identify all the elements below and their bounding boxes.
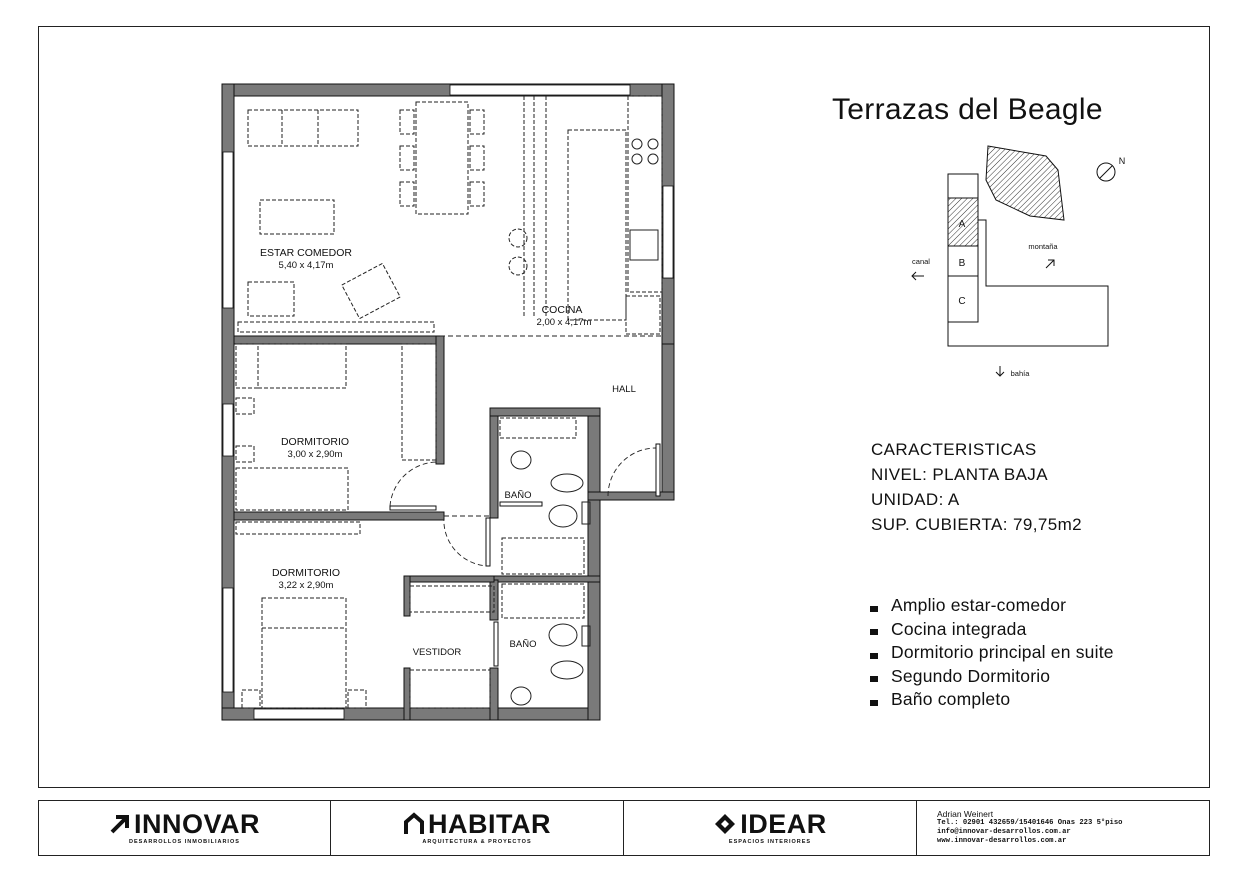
wall-bath-right xyxy=(588,408,600,720)
contact-email: info@innovar-desarrollos.com.ar xyxy=(937,828,1071,836)
room-label-bano-2: BAÑO xyxy=(509,639,537,650)
spec-unidad: UNIDAD: A xyxy=(871,490,960,509)
specs-heading: CARACTERISTICAS xyxy=(871,440,1037,459)
site-unit-b: B xyxy=(958,258,966,269)
wall-living-bed xyxy=(234,336,440,344)
site-label-montana: montaña xyxy=(1028,242,1058,251)
room-size-cocina: 2,00 x 4,17m xyxy=(536,317,592,328)
site-label-bahia: bahía xyxy=(1010,369,1030,378)
room-label-cocina: COCINA xyxy=(541,304,583,316)
wall-vest-left xyxy=(404,576,410,616)
logo-idear: IDEAR ESPACIOS INTERIORES xyxy=(624,801,917,855)
contact-name: Adrian Weinert xyxy=(937,809,994,819)
wall-vest-top xyxy=(404,576,494,582)
site-label-canal: canal xyxy=(912,257,930,266)
list-item: Amplio estar-comedor xyxy=(870,594,1114,618)
bullet-icon xyxy=(870,700,878,706)
bullet-icon xyxy=(870,606,878,612)
wall-vest-bottom xyxy=(404,668,410,720)
wall-kitchen-post xyxy=(662,278,674,344)
logo-habitar: HABITAR ARQUITECTURA & PROYECTOS xyxy=(331,801,624,855)
bullet-icon xyxy=(870,676,878,682)
north-label: N xyxy=(1118,156,1126,166)
site-unit-a: A xyxy=(958,219,966,230)
contact-web: www.innovar-desarrollos.com.ar xyxy=(937,837,1067,845)
room-size-dormitorio-1: 3,00 x 2,90m xyxy=(287,449,343,460)
features-list xyxy=(870,594,1114,712)
project-title: Terrazas del Beagle xyxy=(832,93,1103,126)
site-unit-c: C xyxy=(958,296,966,307)
wall-bath-mid xyxy=(490,576,600,582)
arrow-logo-icon xyxy=(109,813,131,835)
contact-block xyxy=(917,801,1209,855)
room-label-estar: ESTAR COMEDOR xyxy=(260,247,352,259)
bullet-icon xyxy=(870,653,878,659)
specs-block xyxy=(871,437,1082,537)
room-label-dormitorio-1: DORMITORIO xyxy=(280,436,350,448)
spec-superficie: SUP. CUBIERTA: 79,75m2 xyxy=(871,515,1082,534)
house-logo-icon xyxy=(403,812,425,836)
list-item: Baño completo xyxy=(870,688,1114,712)
wall-bath-top xyxy=(490,408,600,416)
room-label-hall: HALL xyxy=(612,384,636,395)
room-label-dormitorio-2: DORMITORIO xyxy=(271,567,341,579)
list-item: Dormitorio principal en suite xyxy=(870,641,1114,665)
contact-phone: Tel.: 02901 432659/15401646 Onas 223 5°piso xyxy=(937,819,1123,827)
wall-bath-left xyxy=(490,408,498,518)
spec-nivel: NIVEL: PLANTA BAJA xyxy=(871,465,1048,484)
room-label-vestidor: VESTIDOR xyxy=(412,647,462,658)
wall-bath2-bottom xyxy=(490,668,498,720)
room-size-dormitorio-2: 3,22 x 2,90m xyxy=(278,580,334,591)
room-label-bano-1: BAÑO xyxy=(504,490,532,501)
bullet-icon xyxy=(870,629,878,635)
wall-bed-closet xyxy=(436,336,444,464)
wall-hall-bottom xyxy=(588,492,674,500)
footer xyxy=(38,800,1210,856)
wall-bed1-bed2 xyxy=(234,512,444,520)
room-size-estar: 5,40 x 4,17m xyxy=(278,260,334,271)
diamond-logo-icon xyxy=(713,812,737,836)
list-item: Cocina integrada xyxy=(870,618,1114,642)
site-plan xyxy=(912,146,1115,376)
logo-innovar: INNOVAR DESARROLLOS INMOBILIARIOS xyxy=(39,801,331,855)
list-item: Segundo Dormitorio xyxy=(870,665,1114,689)
